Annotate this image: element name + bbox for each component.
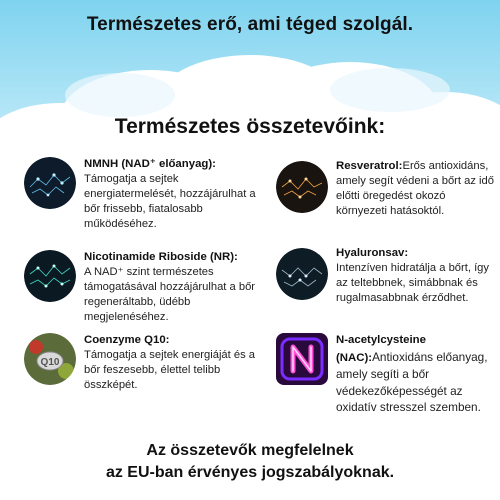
neon-letter-n-icon bbox=[276, 333, 328, 385]
compliance-footer bbox=[0, 440, 500, 484]
ingredient-nr bbox=[24, 250, 264, 325]
molecule-network-icon bbox=[24, 157, 76, 209]
molecule-network-icon bbox=[24, 250, 76, 302]
ingredient-name: Resveratrol: bbox=[336, 160, 403, 172]
headline: Természetes erő, ami téged szolgál. bbox=[86, 14, 414, 35]
ingredient-hyaluronic bbox=[276, 246, 500, 306]
molecule-network-icon bbox=[276, 161, 328, 213]
ingredient-q10 bbox=[24, 333, 264, 393]
ingredient-desc: Támogatja a sejtek energiáját és a bőr feszesebb, élettel telibb összképét. bbox=[84, 349, 256, 391]
ingredient-desc: Antioxidáns előanyag, amely segíti a bőr védekezőképességét az oxidatív stresszel szemben. bbox=[336, 349, 488, 414]
ingredient-desc: A NAD⁺ szint természetes támogatásával hozzájárulhat a bőr regeneráltabb, üdébb megjelenéséhez. bbox=[84, 266, 256, 323]
q10-capsule-icon bbox=[24, 333, 76, 385]
ingredient-desc: Erős antioxidáns, amely segít védeni a bőrt az idő előtti öregedést okozó környezeti hatásoktól. bbox=[336, 160, 494, 217]
ingredient-name: N-acetylcysteine (NAC): bbox=[336, 334, 426, 364]
molecule-network-icon bbox=[276, 248, 328, 300]
ingredient-name: Hyaluronsav: bbox=[336, 247, 409, 259]
ingredient-nmnh bbox=[24, 157, 264, 232]
ingredient-name: NMNH (NAD⁺ előanyag): bbox=[84, 158, 216, 170]
ingredient-name: Coenzyme Q10: bbox=[84, 334, 170, 346]
ingredient-desc: Intenzíven hidratálja a bőrt, így az teltebbnek, simábbnak és rugalmasabbnak érződhet. bbox=[336, 262, 489, 304]
svg-text:Q10: Q10 bbox=[40, 357, 60, 368]
ingredient-desc: Támogatja a sejtek energiatermelését, hozzájárulhat a bőr frissebb, fiatalosabb működéséhez. bbox=[84, 173, 256, 230]
ingredient-nac bbox=[276, 331, 500, 416]
footer-line-2: az EU-ban érvényes jogszabályoknak. bbox=[105, 464, 395, 481]
ingredient-resveratrol bbox=[276, 157, 496, 219]
footer-line-1: Az összetevők megfelelnek bbox=[146, 442, 354, 459]
ingredient-name: Nicotinamide Riboside (NR): bbox=[84, 251, 238, 263]
section-title: Természetes összetevőink: bbox=[114, 115, 386, 138]
